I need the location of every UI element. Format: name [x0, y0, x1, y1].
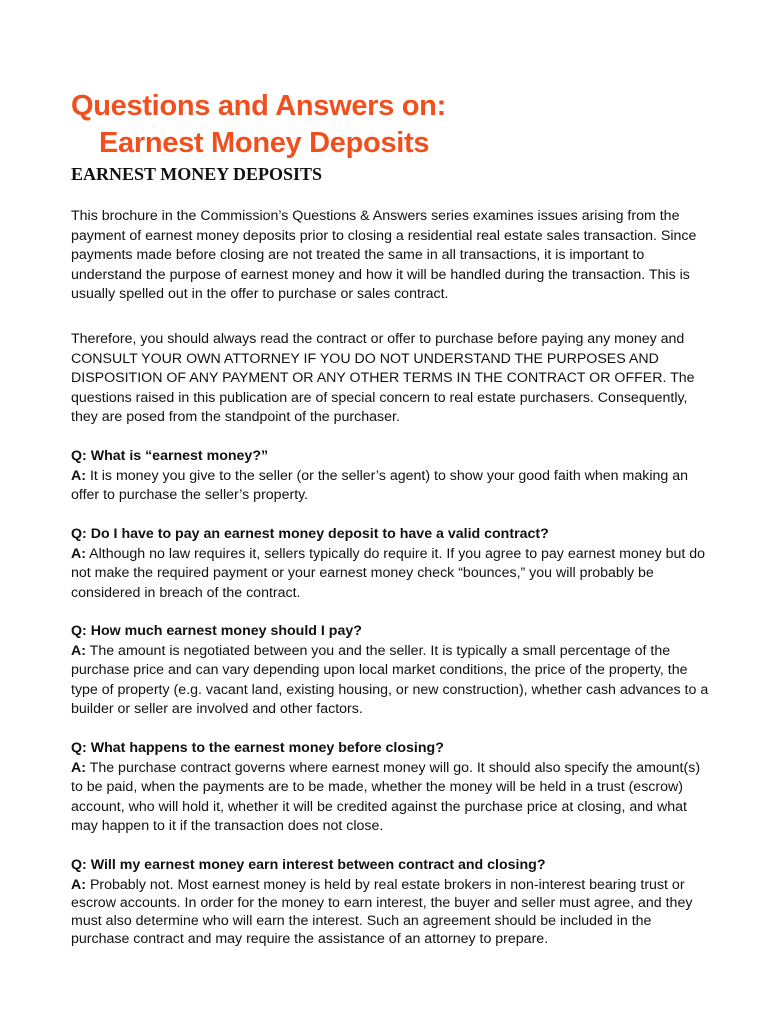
title-line-2: Earnest Money Deposits — [99, 127, 430, 159]
qa-item-what-is-earnest-money — [71, 447, 711, 506]
qa-item-interest — [71, 856, 711, 948]
qa-item-how-much — [71, 622, 711, 720]
answer-label: A: — [71, 467, 86, 484]
intro-paragraph: This brochure in the Commission’s Questions & Answers series examines issues arising from the payment of earnest money deposits prior to closing a residential real estate sales transaction. Since payments made before closing are not treated the same in all transactions, it is important to understand the purpose of earnest money and how it will be handled during the transaction. This is usually spelled out in the offer to purchase or sales contract. — [71, 208, 697, 302]
answer — [71, 545, 711, 604]
answer — [71, 759, 711, 837]
page-title — [71, 88, 446, 162]
question: Q: How much earnest money should I pay? — [71, 623, 362, 639]
answer — [71, 642, 711, 720]
answer-label: A: — [71, 545, 86, 562]
answer-text: The amount is negotiated between you and the seller. It is typically a small percentage of the purchase price and can vary depending upon local market conditions, the price of the property, the type of property (e.g. vacant land, existing housing, or new construction), whether cash advances to a builder or seller are involved and other factors. — [71, 642, 709, 717]
question: Q: What happens to the earnest money before closing? — [71, 740, 444, 756]
answer — [71, 876, 711, 948]
answer — [71, 467, 711, 506]
advice-paragraph: Therefore, you should always read the contract or offer to purchase before paying any money and CONSULT YOUR OWN ATTORNEY IF YOU DO NOT UNDERSTAND THE PURPOSES AND DISPOSITION OF ANY PAYMENT OR ANY OTHER TERMS IN THE CONTRACT OR OFFER. The questions raised in this publication are of special concern to real estate purchasers. Consequently, they are posed from the standpoint of the purchaser. — [71, 331, 695, 425]
answer-text: The purchase contract governs where earnest money will go. It should also specify the amount(s) to be paid, when the payments are to be made, whether the money will be held in a trust (escrow) account, who will hold it, whether it will be credited against the purchase price at closing, and what may happen to it if the transaction does not close. — [71, 759, 701, 834]
title-line-1: Questions and Answers on: — [71, 90, 446, 122]
answer-text: Although no law requires it, sellers typically do require it. If you agree to pay earnest money but do not make the required payment or your earnest money check “bounces,” you will probably be considered in breach of the contract. — [71, 545, 706, 601]
answer-label: A: — [71, 642, 86, 659]
answer-text: It is money you give to the seller (or the seller’s agent) to show your good faith when making an offer to purchase the seller’s property. — [71, 467, 688, 503]
answer-label: A: — [71, 759, 86, 776]
answer-text: Probably not. Most earnest money is held by real estate brokers in non-interest bearing trust or escrow accounts. In order for the money to earn interest, the buyer and seller must agree, and they must also determine who will earn the interest. Such an agreement should be included in the purchase contract and may require the assistance of an attorney to prepare. — [71, 876, 693, 947]
answer-label: A: — [71, 876, 86, 893]
question: Q: Do I have to pay an earnest money deposit to have a valid contract? — [71, 526, 549, 542]
qa-item-valid-contract — [71, 525, 711, 603]
question: Q: Will my earnest money earn interest between contract and closing? — [71, 857, 546, 873]
section-heading: EARNEST MONEY DEPOSITS — [71, 164, 323, 184]
qa-item-before-closing — [71, 739, 711, 837]
question: Q: What is “earnest money?” — [71, 448, 269, 464]
